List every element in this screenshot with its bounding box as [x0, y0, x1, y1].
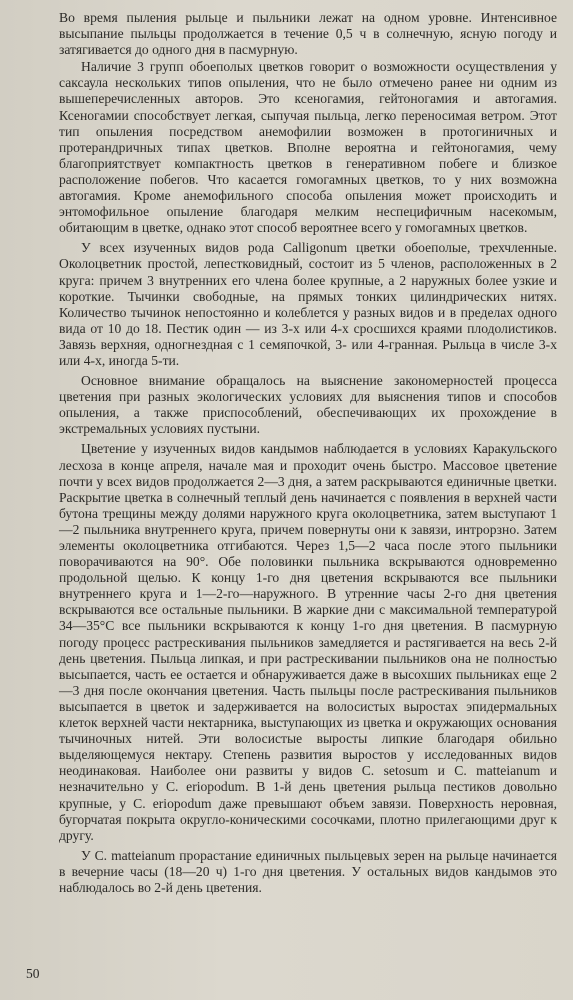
paragraph-calligonum-flowers: У всех изученных видов рода Calligonum цветки обоеполые, трехчленные. Околоцветник простой, лепестковидный, состоит из 5 членов, расположенных в 2 круга: причем 3 внутренних его члена более крупные, а 2 наружных более узкие и короткие. Тычинки свободные, на прямых тонких цилиндрических нитях. Количество тычинок непостоянно и колеблется у разных видов и в пределах одного вида от 10 до 18. Пестик один — из 3-х или 4-х сросшихся краями плодолистиков. Завязь верхняя, одногнездная с 1 семяпочкой, 3- или 4-гранная. Рыльца в числе 3-х или 4-х, иногда 5-ти.: [59, 240, 557, 368]
paragraph-pollination-timing: Во время пыления рыльце и пыльники лежат на одном уровне. Интенсивное высыпание пыльцы продолжается в течение 0,5 ч в солнечную, ясную погоду и затягивается до одного дня в пасмурную.: [59, 10, 557, 58]
paragraph-research-focus: Основное внимание обращалось на выяснение закономерностей процесса цветения при разных экологических условиях для выяснения типов и способов опыления, а также приспособлений, обеспечивающих их прохождение в экстремальных условиях пустыни.: [59, 373, 557, 437]
paragraph-pollination-types: Наличие 3 групп обоеполых цветков говорит о возможности осуществления у саксаула нескольких типов опыления, что не было отмечено ранее ни одним из вышеперечисленных авторов. Это ксеногамия, гейтоногамия и автогамия. Ксеногамии способствует легкая, сыпучая пыльца, легко переносимая ветром. Этот тип опыления посредством анемофилии возможен в протогиничных и протерандричных типах цветков. Вполне вероятна и гейтоногамия, чему благоприятствует компактность цветков в генеративном побеге и близкое расположение побегов. Что касается гомогамных цветков, то у них возможна автогамия. Кроме анемофильного способа опыления может происходить и энтомофильное опыление благодаря мелким неспецифичным насекомым, обитающим в цветке, однако этот способ вероятнее всего у гомогамных цветков.: [59, 59, 557, 236]
page-number: 50: [26, 966, 40, 981]
paragraph-flowering-process: Цветение у изученных видов кандымов наблюдается в условиях Каракульского лесхоза в конце апреля, начале мая и проходит очень быстро. Массовое цветение почти у всех видов продолжается 2—3 дня, а затем раскрываются единичные цветки. Раскрытие цветка в солнечный теплый день начинается с появления в верхней части бутона трещины между долями наружного круга околоцветника, затем выступают 1—2 пыльника внутреннего круга, причем повернуты они к завязи, интрорзно. Затем элементы околоцветника отгибаются. Через 1,5—2 часа после этого пыльники поворачиваются на 90°. Обе половинки пыльника вскрываются одновременно продольной щелью. К концу 1-го дня цветения вскрываются все пыльники внутреннего круга и 1—2-го—наружного. В утренние часы 2-го дня цветения вскрываются все остальные пыльники. В жаркие дни с максимальной температурой 34—35°С все пыльники вскрываются к концу 1-го дня цветения. В пасмурную погоду процесс растрескивания пыльников замедляется и растягивается на весь 2-й день цветения. Пыльца липкая, и при растрескивании пыльников она не полностью высыпается, часть ее остается и обнаруживается даже в высохших пыльниках еще 2—3 дня после окончания цветения. Часть пыльцы после растрескивания пыльников высыпается в цветок и задерживается на волосистых выростах эпидермальных клеток верхней части нектарника, выступающих из цветка и окружающих основания тычиночных нитей. Эти волосистые выросты липкие благодаря обильно выделяющемуся нектару. Степень развития выростов у исследованных видов неодинаковая. Наиболее они развиты у видов C. setosum и C. matteianum и незначительно у C. eriopodum. В 1-й день цветения рыльца пестиков довольно крупные, у C. eriopodum даже превышают объем завязи. Поверхность неровная, бугорчатая покрыта округло-коническими сосочками, плотно прилегающими друг к другу.: [59, 441, 557, 843]
paragraph-pollen-germination: У C. matteianum прорастание единичных пыльцевых зерен на рыльце начинается в вечерние часы (18—20 ч) 1-го дня цветения. У остальных видов кандымов это наблюдалось во 2-й день цветения.: [59, 847, 557, 895]
